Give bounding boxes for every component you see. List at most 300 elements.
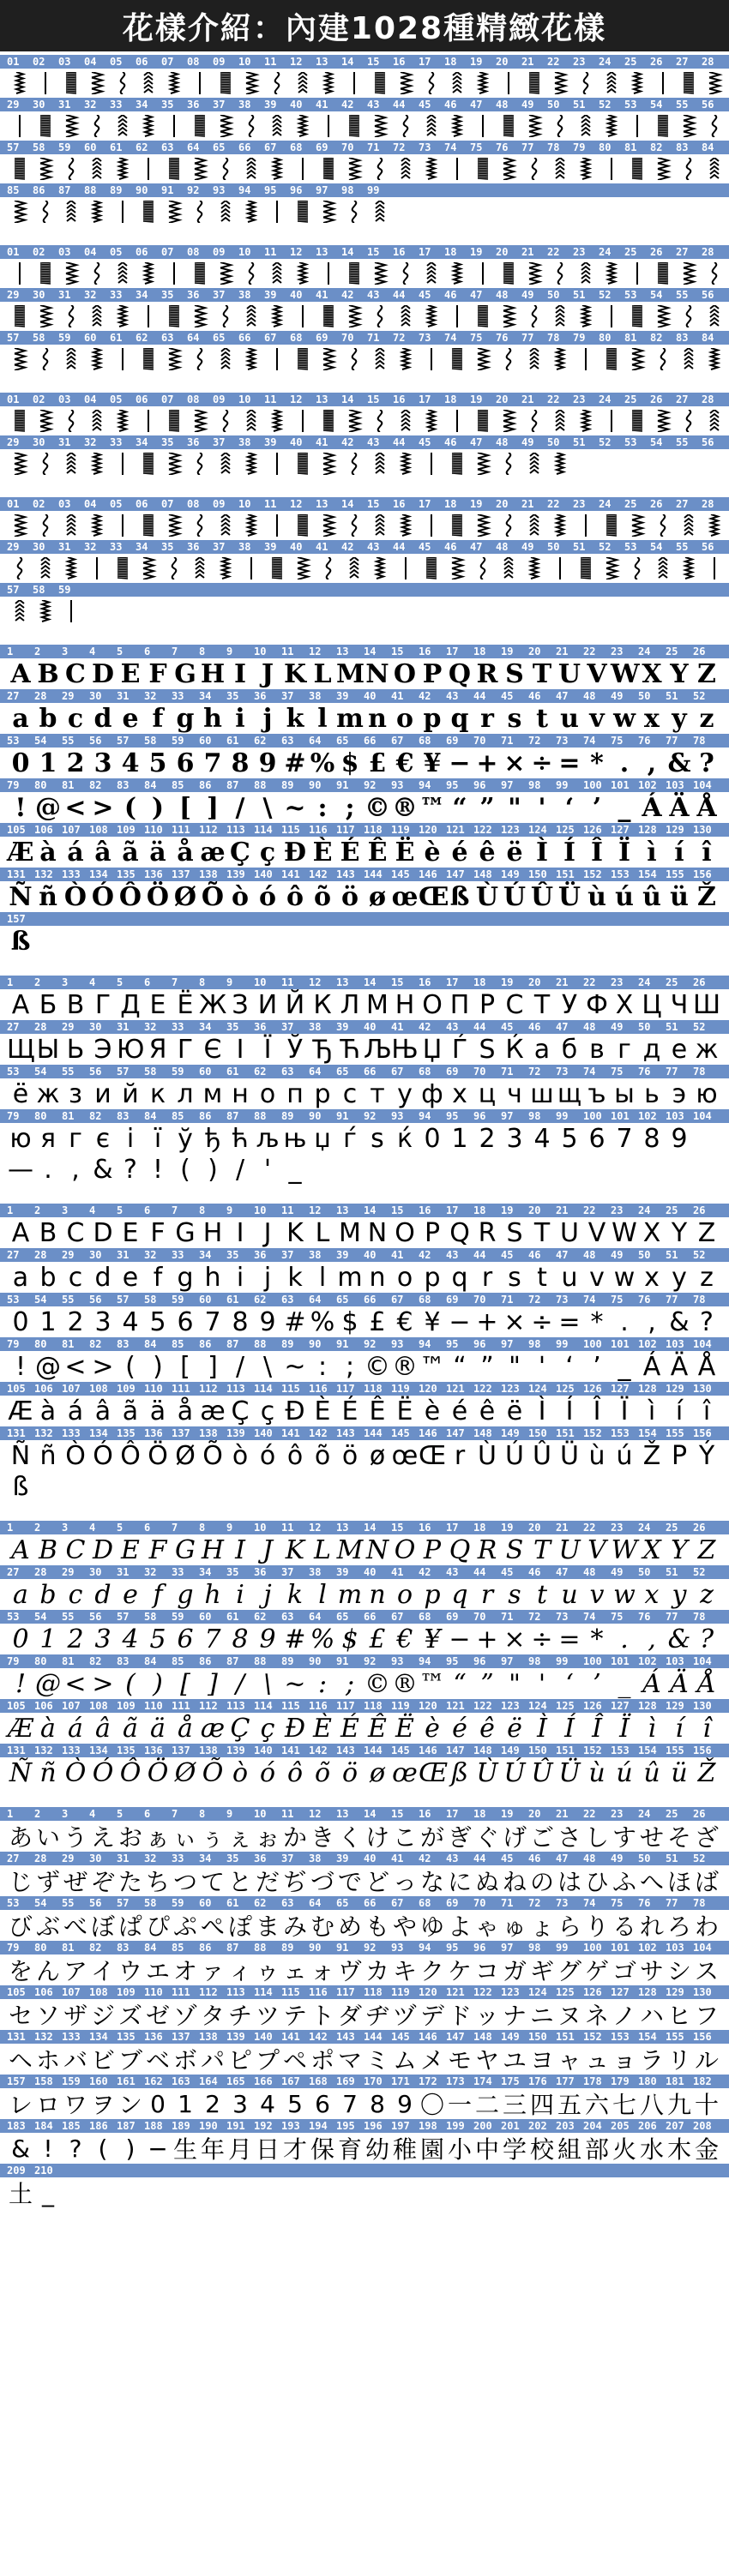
pattern-number: 52 <box>693 1852 706 1864</box>
stitch-pattern <box>136 305 161 327</box>
pattern-number: 115 <box>281 1383 300 1395</box>
stitch-line <box>323 514 334 537</box>
stitch-pattern <box>264 348 290 370</box>
stitch-line <box>92 72 102 94</box>
character-glyph: d <box>93 703 112 734</box>
pattern-number: 142 <box>309 1744 328 1756</box>
stitch-line <box>66 262 76 285</box>
stitch-pattern-icon <box>63 158 80 180</box>
stitch-line <box>15 201 25 223</box>
pattern-number: 60 <box>84 332 97 344</box>
character-glyph: R <box>478 1217 497 1248</box>
character-glyph: Ë <box>396 1396 413 1426</box>
stitch-pattern <box>341 348 367 370</box>
pattern-number: 119 <box>391 824 410 836</box>
pattern-number: 69 <box>446 1066 459 1078</box>
character-glyph: o <box>396 1262 413 1293</box>
character-glyph: È <box>314 1396 331 1426</box>
character-glyph: é <box>452 1713 467 1744</box>
pattern-number: 155 <box>666 2031 684 2043</box>
pattern-number: 59 <box>172 735 184 747</box>
character-glyph: Щ <box>7 1034 35 1065</box>
pattern-number: 45 <box>501 690 514 702</box>
character-glyph: L <box>315 1217 330 1248</box>
character-glyph: É <box>340 1713 359 1744</box>
character-glyph: 十 <box>694 2091 719 2119</box>
character-glyph: ж <box>36 1078 60 1109</box>
stitch-pattern <box>496 72 521 94</box>
pattern-number: 193 <box>281 2120 300 2132</box>
character-glyph: 1 <box>39 1306 57 1337</box>
stitch-line <box>479 72 486 93</box>
stitch-line <box>404 115 408 137</box>
stitch-pattern <box>624 348 650 370</box>
stitch-pattern-icon <box>654 514 672 537</box>
stitch-pattern-icon <box>526 453 543 475</box>
character-glyph: — <box>8 1154 33 1185</box>
character-glyph: 八 <box>639 2091 664 2119</box>
pattern-number: 09 <box>213 498 226 510</box>
stitch-line <box>634 72 641 93</box>
character-glyph: É <box>340 837 360 868</box>
pattern-number: 30 <box>89 1249 102 1261</box>
stitch-pattern <box>238 410 264 432</box>
character-glyph: は <box>557 1868 581 1896</box>
stitch-pattern-icon <box>191 557 208 579</box>
character-glyph: Ç <box>230 837 250 868</box>
character-glyph: N <box>367 1217 388 1248</box>
character-glyph: _ <box>618 1351 631 1382</box>
character-glyph: c <box>68 1262 83 1293</box>
character-glyph: × <box>503 1624 526 1654</box>
pattern-number: 10 <box>254 1204 267 1216</box>
pattern-number: 28 <box>702 393 714 405</box>
stitch-pattern-icon <box>243 201 260 223</box>
character-glyph: è <box>425 1713 440 1744</box>
pattern-number: 152 <box>583 868 602 880</box>
alphabet-row <box>0 703 729 734</box>
pattern-number: 97 <box>501 1338 514 1350</box>
pattern-number: 37 <box>213 436 226 448</box>
alphabet-row <box>0 1078 729 1109</box>
character-glyph: < <box>64 1351 87 1382</box>
stitch-pattern <box>470 158 496 180</box>
character-glyph: H <box>202 1217 223 1248</box>
stitch-line <box>93 158 101 178</box>
pattern-number: 202 <box>528 2120 547 2132</box>
stitch-line <box>452 557 462 579</box>
pattern-number: 152 <box>583 2031 602 2043</box>
stitch-line <box>478 514 488 537</box>
stitch-line <box>478 305 488 327</box>
pattern-number: 28 <box>34 1566 47 1578</box>
character-glyph: そ <box>666 1823 691 1852</box>
character-glyph: ほ <box>666 1868 691 1896</box>
character-glyph: á <box>67 837 84 868</box>
pattern-number: 95 <box>446 1942 459 1954</box>
stitch-pattern <box>367 305 393 327</box>
stitch-pattern-icon <box>37 115 54 137</box>
pattern-number: 148 <box>473 868 492 880</box>
pattern-number: 09 <box>213 246 226 258</box>
stitch-pattern-icon <box>11 453 28 475</box>
stitch-line <box>352 453 357 475</box>
stitch-line <box>376 514 384 535</box>
character-glyph: £ <box>369 1306 386 1337</box>
character-glyph: # <box>284 748 306 778</box>
pattern-number: 32 <box>144 1566 157 1578</box>
character-glyph: , <box>71 1154 80 1185</box>
stitch-pattern <box>187 72 213 94</box>
stitch-pattern-icon <box>423 514 440 537</box>
pattern-number: 111 <box>172 824 190 836</box>
pattern-number: 99 <box>367 184 380 196</box>
pattern-number: 9 <box>226 976 233 988</box>
pattern-number: 200 <box>473 2120 492 2132</box>
pattern-number: 74 <box>583 1294 596 1306</box>
pattern-number: 08 <box>187 246 200 258</box>
character-glyph: コ <box>474 1957 499 1985</box>
character-glyph: П <box>449 989 470 1020</box>
stitch-pattern-icon <box>217 557 234 579</box>
stitch-pattern <box>650 72 676 94</box>
character-glyph: Õ <box>202 1757 224 1788</box>
character-glyph: 中 <box>474 2135 499 2164</box>
stitch-pattern <box>547 348 573 370</box>
stitch-line <box>169 514 179 537</box>
pattern-number: 32 <box>144 690 157 702</box>
pattern-number: 62 <box>136 332 148 344</box>
pattern-number: 72 <box>528 1897 541 1909</box>
character-glyph: Т <box>533 989 551 1020</box>
pattern-number: 3 <box>62 1204 69 1216</box>
pattern-number: 97 <box>501 1942 514 1954</box>
character-glyph: ギ <box>529 1957 554 1985</box>
pattern-number: 90 <box>309 1110 322 1122</box>
pattern-number: 44 <box>473 1021 486 1033</box>
stitch-line <box>376 453 384 473</box>
stitch-line <box>299 262 306 284</box>
pattern-number: 74 <box>583 1611 596 1623</box>
character-glyph: q <box>451 1579 468 1610</box>
character-glyph: フ <box>694 2002 719 2030</box>
character-glyph: m <box>336 703 364 734</box>
pattern-number: 73 <box>556 1611 569 1623</box>
character-glyph: す <box>612 1823 636 1852</box>
character-glyph: 0 <box>150 2089 166 2118</box>
pattern-number: 76 <box>496 141 509 153</box>
pattern-number: 43 <box>446 1249 459 1261</box>
pattern-number: 76 <box>638 1611 651 1623</box>
character-glyph: в <box>589 1034 605 1065</box>
pattern-number: 14 <box>364 1522 377 1534</box>
pattern-number: 32 <box>144 1852 157 1864</box>
stitch-line <box>632 514 642 537</box>
stitch-pattern-icon <box>603 348 620 370</box>
pattern-number: 123 <box>501 824 520 836</box>
stitch-line <box>454 115 461 136</box>
pattern-number: 162 <box>144 2075 163 2087</box>
pattern-number: 63 <box>161 332 174 344</box>
stitch-line <box>556 158 564 178</box>
stitch-pattern <box>624 158 650 180</box>
character-glyph: h <box>204 1579 221 1610</box>
pattern-number: 75 <box>611 1611 624 1623</box>
pattern-number: 184 <box>34 2120 53 2132</box>
character-glyph: " <box>509 1668 521 1699</box>
pattern-number: 32 <box>84 436 97 448</box>
pattern-number: 92 <box>364 1338 377 1350</box>
stitch-pattern-icon <box>654 410 672 432</box>
stitch-pattern-icon <box>551 514 569 537</box>
character-glyph: i <box>236 1262 244 1293</box>
pattern-number: 62 <box>254 735 267 747</box>
character-glyph: Ђ <box>312 1034 333 1065</box>
character-glyph: l <box>318 1579 327 1610</box>
pattern-number: 157 <box>7 2075 26 2087</box>
pattern-number: 73 <box>419 332 431 344</box>
stitch-line <box>220 262 231 285</box>
pattern-number: 120 <box>419 824 437 836</box>
character-glyph: Ê <box>368 1713 387 1744</box>
character-glyph: ォ <box>310 1957 334 1985</box>
character-glyph: r <box>454 1440 466 1471</box>
pattern-number: 24 <box>599 246 612 258</box>
pattern-number: 16 <box>393 498 406 510</box>
pattern-number: 154 <box>638 2031 657 2043</box>
pattern-number: 20 <box>496 498 509 510</box>
character-glyph: ヤ <box>474 2046 499 2075</box>
stitch-pattern <box>110 410 136 432</box>
pattern-number: 31 <box>58 436 71 448</box>
character-glyph: & <box>667 1624 691 1654</box>
stitch-pattern-icon <box>474 115 491 137</box>
stitch-pattern <box>290 305 316 327</box>
pattern-number: 62 <box>254 1066 267 1078</box>
pattern-number: 31 <box>58 289 71 301</box>
stitch-pattern-icon <box>474 348 491 370</box>
pattern-number: 207 <box>666 2120 684 2132</box>
stitch-line <box>684 514 693 535</box>
character-glyph: ラ <box>639 2046 664 2075</box>
pattern-number: 89 <box>281 1942 294 1954</box>
character-glyph: 6 <box>177 1306 194 1337</box>
character-glyph: я <box>39 1123 57 1154</box>
pattern-number: 33 <box>110 289 123 301</box>
character-glyph: ç <box>260 1713 275 1744</box>
stitch-pattern-icon <box>217 158 234 180</box>
pattern-number: 117 <box>336 824 355 836</box>
character-glyph: ト <box>310 2002 334 2030</box>
pattern-number: 21 <box>521 246 534 258</box>
stitch-line <box>42 600 49 621</box>
pattern-number: 131 <box>7 868 26 880</box>
character-glyph: “ <box>452 792 467 823</box>
stitch-pattern <box>136 410 161 432</box>
stitch-line <box>247 305 256 326</box>
character-glyph: ハ <box>639 2002 664 2030</box>
stitch-pattern-icon <box>88 348 105 370</box>
pattern-number: 118 <box>364 824 383 836</box>
pattern-number: 50 <box>638 1852 651 1864</box>
pattern-number: 71 <box>501 735 514 747</box>
character-glyph: ザ <box>63 2002 87 2030</box>
pattern-number: 111 <box>172 1700 190 1712</box>
character-glyph: Ï <box>619 1713 630 1744</box>
pattern-number-bar <box>0 1744 729 1757</box>
pattern-number: 16 <box>419 1522 431 1534</box>
stitch-pattern-icon <box>577 115 594 137</box>
stitch-pattern-icon <box>474 262 491 285</box>
stitch-pattern <box>161 410 187 432</box>
character-glyph: i <box>235 703 245 734</box>
stitch-pattern-icon <box>114 115 131 137</box>
pattern-number: 89 <box>281 1655 294 1667</box>
stitch-pattern-icon <box>371 557 389 579</box>
pattern-number: 8 <box>199 1522 206 1534</box>
stitch-pattern <box>521 453 547 475</box>
stitch-pattern-icon <box>88 158 105 180</box>
stitch-pattern-icon <box>449 348 466 370</box>
stitch-pattern-icon <box>346 557 363 579</box>
pattern-number: 49 <box>611 1566 624 1578</box>
stitch-pattern-icon <box>526 158 543 180</box>
pattern-number: 132 <box>34 868 53 880</box>
pattern-number: 44 <box>393 541 406 553</box>
stitch-pattern <box>521 158 547 180</box>
pattern-number: 73 <box>419 141 431 153</box>
pattern-number: 34 <box>199 1021 212 1033</box>
pattern-number: 112 <box>199 1383 218 1395</box>
character-glyph: ó <box>258 881 276 912</box>
stitch-pattern-icon <box>166 158 183 180</box>
character-glyph: ] <box>208 1351 218 1382</box>
character-glyph: Å <box>697 1351 716 1382</box>
character-glyph: x <box>644 1579 660 1610</box>
character-glyph: p <box>424 1579 441 1610</box>
stitch-pattern <box>264 557 290 579</box>
stitch-pattern-icon <box>474 557 491 579</box>
character-glyph: 9 <box>259 1624 276 1654</box>
pattern-number: 07 <box>161 393 174 405</box>
stitch-pattern-icon <box>371 348 389 370</box>
character-glyph: à <box>40 1713 56 1744</box>
pattern-number: 39 <box>264 436 277 448</box>
stitch-line <box>503 262 514 284</box>
character-glyph: ö <box>341 1440 358 1471</box>
pattern-number: 120 <box>419 1700 437 1712</box>
stitch-pattern-icon <box>191 201 208 223</box>
pattern-number: 116 <box>309 1700 328 1712</box>
stitch-pattern <box>419 72 444 94</box>
pattern-number: 143 <box>336 2031 355 2043</box>
alphabet-row <box>0 1471 729 1502</box>
character-glyph: 4 <box>122 1306 139 1337</box>
character-glyph: ¥ <box>424 1624 441 1654</box>
pattern-number: 70 <box>473 1066 486 1078</box>
pattern-number: 86 <box>33 184 45 196</box>
character-glyph: ( <box>98 2134 108 2163</box>
pattern-number: 61 <box>226 1611 239 1623</box>
alphabet-section <box>0 641 729 957</box>
pattern-number: 108 <box>89 1700 108 1712</box>
pattern-number: 15 <box>367 498 380 510</box>
pattern-number: 24 <box>638 1808 651 1820</box>
character-glyph: k <box>286 1579 304 1610</box>
alphabet-row <box>0 1999 729 2030</box>
character-glyph: ‘ <box>564 792 575 823</box>
pattern-number: 147 <box>446 1427 465 1439</box>
stitch-pattern <box>213 158 238 180</box>
character-glyph: ù <box>588 1757 605 1788</box>
stitch-pattern <box>702 410 727 432</box>
character-glyph: Ó <box>92 1757 114 1788</box>
pattern-number: 43 <box>446 1566 459 1578</box>
stitch-line <box>93 305 101 326</box>
stitch-pattern <box>573 305 599 327</box>
stitch-pattern <box>110 262 136 285</box>
character-glyph: ã <box>122 1396 139 1426</box>
pattern-number: 17 <box>446 1522 459 1534</box>
pattern-number: 62 <box>254 1611 267 1623</box>
stitch-line <box>533 158 537 180</box>
character-glyph: I <box>236 1217 244 1248</box>
pattern-number: 83 <box>676 141 689 153</box>
stitch-pattern <box>444 514 470 537</box>
character-glyph: ビ <box>90 2046 115 2075</box>
pattern-number-bar <box>0 393 729 406</box>
character-glyph: í <box>674 837 684 868</box>
stitch-pattern <box>624 115 650 137</box>
pattern-number: 153 <box>611 2031 630 2043</box>
pattern-number: 195 <box>336 2120 355 2132</box>
pattern-number: 46 <box>528 1852 541 1864</box>
stitch-pattern <box>110 557 136 579</box>
stitch-pattern-icon <box>140 557 157 579</box>
stitch-pattern-icon <box>397 262 414 285</box>
stitch-pattern-icon <box>603 72 620 94</box>
character-glyph: " <box>508 792 521 823</box>
pattern-number: 24 <box>638 1522 651 1534</box>
character-glyph: K <box>283 658 307 689</box>
stitch-pattern-icon <box>11 557 28 579</box>
character-glyph: ô <box>286 1440 304 1471</box>
pattern-number: 150 <box>528 1427 547 1439</box>
character-glyph: Ю <box>117 1034 145 1065</box>
stitch-pattern <box>264 262 290 285</box>
stitch-pattern-icon <box>191 115 208 137</box>
stitch-pattern-row <box>0 406 729 435</box>
pattern-number: 64 <box>309 1611 322 1623</box>
character-glyph: げ <box>502 1823 527 1852</box>
pattern-number: 21 <box>521 56 534 68</box>
pattern-number: 160 <box>89 2075 108 2087</box>
stitch-line <box>529 262 539 285</box>
pattern-number: 104 <box>693 1110 712 1122</box>
pattern-number: 124 <box>528 824 547 836</box>
character-glyph: Í <box>563 837 576 868</box>
pattern-number: 42 <box>419 1566 431 1578</box>
stitch-line <box>352 514 357 537</box>
stitch-pattern-icon <box>166 348 183 370</box>
stitch-pattern <box>470 72 496 94</box>
character-glyph: Á <box>642 792 662 823</box>
stitch-line <box>15 348 25 370</box>
character-glyph: z <box>700 1262 714 1293</box>
pattern-number: 135 <box>117 1744 136 1756</box>
stitch-line <box>221 453 230 473</box>
stitch-pattern <box>676 72 702 94</box>
